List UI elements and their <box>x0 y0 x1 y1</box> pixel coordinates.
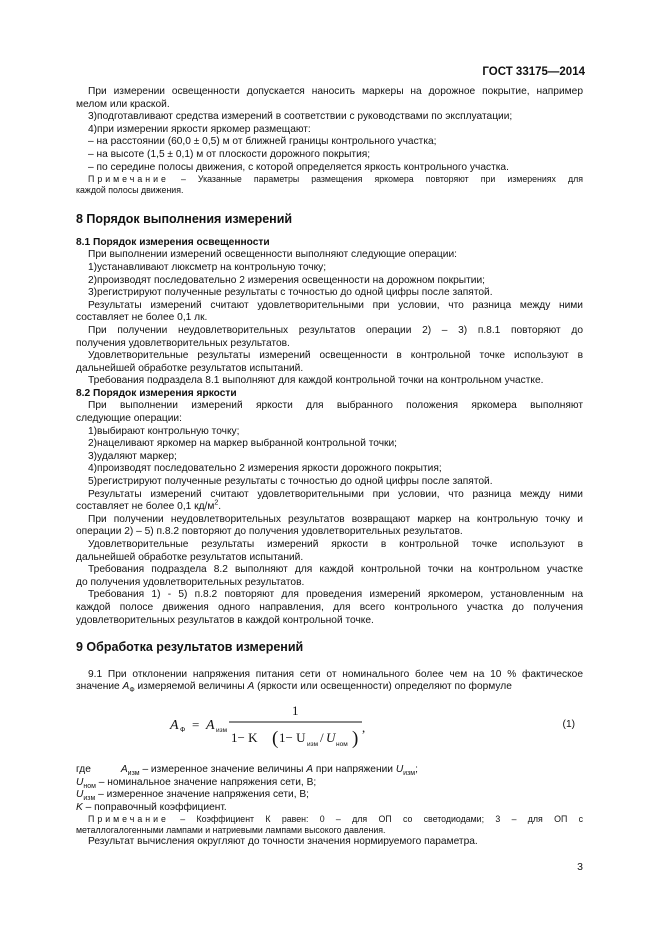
text: при напряжении <box>313 763 396 775</box>
page-number: 3 <box>577 861 583 873</box>
definition <box>76 777 583 790</box>
paragraph: мелом или краской. <box>76 98 170 110</box>
paragraph: удовлетворительных результатов в каждой контрольной точке. <box>76 614 374 626</box>
definition <box>76 789 583 802</box>
definition <box>76 764 583 777</box>
section-heading: 9 Обработка результатов измерений <box>76 640 304 655</box>
list-item: 4)при измерении яркости яркомер размещают: <box>88 123 311 135</box>
formula-rhs-sub: изм <box>216 726 228 734</box>
paragraph: следующие операции: <box>76 413 182 425</box>
list-item: 2)нацеливают яркомер на маркер выбранной контрольной точки; <box>88 438 398 450</box>
subsection-heading: 8.1 Порядок измерения освещенности <box>76 236 270 248</box>
subsection-heading: 8.2 Порядок измерения яркости <box>76 387 237 399</box>
paragraph: операции 2) – 5) п.8.2 повторяют до получения удовлетворительных результатов. <box>76 526 463 538</box>
paragraph <box>76 501 583 514</box>
section-heading: 8 Порядок выполнения измерений <box>76 212 293 227</box>
formula-den-a: 1− K <box>231 729 258 745</box>
text: измеряемой величины <box>134 681 248 693</box>
text: значение <box>76 681 123 693</box>
paragraph: 9.1 При отклонении напряжения питания сети от номинального более чем на 10 % фактическое <box>88 668 583 680</box>
formula-tail: , <box>362 719 366 735</box>
list-item: 1)выбирают контрольную точку; <box>88 425 240 437</box>
symbol: U <box>76 789 84 801</box>
paragraph: Требования 1) - 5) п.8.2 повторяют для проведения измерений яркомером, установленным на <box>88 589 583 601</box>
note-label: Примечание <box>88 174 169 185</box>
note-text: – Указанные параметры размещения яркомера повторяют при измерениях для <box>180 174 583 185</box>
paragraph: Результат вычисления округляют до точности значения нормируемого параметра. <box>88 836 478 848</box>
paragraph: При получении неудовлетворительных результатов возвращают маркер на контрольную точку и <box>88 513 583 525</box>
formula-lhs-sub: Ф <box>180 726 186 734</box>
paren-open: ( <box>272 727 279 749</box>
subscript: изм <box>127 769 140 777</box>
text: ; <box>415 763 418 775</box>
symbol: U <box>76 776 84 788</box>
text: – номинальное значение напряжения сети, В; <box>95 776 317 788</box>
list-item: – на расстоянии (60,0 ± 0,5) м от ближней границы контрольного участка; <box>88 136 437 148</box>
formula-rhs: A <box>206 717 215 733</box>
paragraph: При измерении освещенности допускается наносить маркеры на дорожное покрытие, например <box>88 86 583 97</box>
paragraph: каждой полосе движения одного направления, для всего контрольного участка до получения <box>76 601 583 613</box>
definition <box>76 802 583 815</box>
note: металлогалогенными лампами и натриевыми лампами высокого давления. <box>76 825 386 836</box>
note <box>76 174 583 185</box>
paragraph: Удовлетворительные результаты измерений освещенности в контрольной точке используют в <box>88 350 583 362</box>
text: (яркости или освещенности) определяют по формуле <box>254 681 512 693</box>
note: каждой полосы движения. <box>76 185 184 196</box>
subscript: Ф <box>129 687 135 695</box>
document-code: ГОСТ 33175—2014 <box>482 66 585 78</box>
paragraph: При выполнении измерений освещенности выполняют следующие операции: <box>88 249 457 261</box>
formula-den-b: 1− U <box>279 729 306 745</box>
paren-close: ) <box>352 727 359 749</box>
note-label: Примечание <box>88 814 169 825</box>
formula-den-slash: / <box>320 729 324 745</box>
symbol: A <box>247 681 255 693</box>
text: – измеренное значение величины <box>139 763 307 775</box>
list-item: 3)подготавливают средства измерений в соответствии с руководствами по эксплуатации; <box>88 111 513 123</box>
list-item: 5)регистрируют полученные результаты с точностью до одной цифры после запятой. <box>88 476 493 488</box>
list-item: – на высоте (1,5 ± 0,1) м от плоскости дорожного покрытия; <box>88 148 371 160</box>
paragraph: дальнейшей обработке результатов испытаний. <box>76 362 304 374</box>
where-word: где <box>76 763 91 775</box>
paragraph: Удовлетворительные результаты измерений яркости в контрольной точке используют в <box>88 539 583 550</box>
paragraph: При выполнении измерений яркости для выбранного положения яркомера выполняют <box>88 400 583 412</box>
note <box>76 814 583 825</box>
formula-graphic <box>76 696 496 752</box>
formula-den-c: U <box>326 729 336 745</box>
note-text: – Коэффициент К равен: 0 – для ОП со светодиодами; 3 – для ОП с <box>180 814 583 825</box>
list-item: 4)производят последовательно 2 измерения яркости дорожного покрытия; <box>88 463 442 475</box>
symbol: A <box>306 763 314 775</box>
paragraph: Результаты измерений считают удовлетворительными при условии, что разница между ними <box>88 299 583 311</box>
text: – поправочный коэффициент. <box>82 801 227 813</box>
formula-numerator: 1 <box>292 702 299 718</box>
text: составляет не более 0,1 кд/м <box>76 501 215 513</box>
list-item: 3)удаляют маркер; <box>88 450 177 462</box>
subscript: ном <box>83 782 96 790</box>
paragraph: Требования подраздела 8.1 выполняют для каждой контрольной точки на контрольном участке. <box>88 375 544 387</box>
subscript: изм <box>83 795 96 803</box>
symbol: A <box>120 763 128 775</box>
paragraph: При получении неудовлетворительных результатов операции 2) – 3) п.8.1 повторяют до <box>88 324 583 336</box>
formula-eq: = <box>192 716 200 732</box>
formula-lhs: A <box>170 717 179 733</box>
list-item: 3)регистрируют полученные результаты с точностью до одной цифры после запятой. <box>88 287 493 299</box>
formula-den-b-sub: изм <box>307 740 319 748</box>
paragraph: Требования подраздела 8.2 выполняют для каждой контрольной точки на контрольном участке <box>88 564 583 576</box>
list-item: 2)производят последовательно 2 измерения освещенности на дорожном покрытии; <box>88 274 486 286</box>
text: . <box>218 501 222 513</box>
list-item: – по середине полосы движения, с которой определяется яркость контрольного участка. <box>88 161 509 173</box>
paragraph <box>76 681 583 694</box>
formula-den-c-sub: ном <box>336 740 348 748</box>
text: – измеренное значение напряжения сети, В; <box>95 789 310 801</box>
subscript: изм <box>403 769 416 777</box>
symbol: A <box>122 681 130 693</box>
paragraph: Результаты измерений считают удовлетворительными при условии, что разница между ними <box>88 488 583 500</box>
symbol: K <box>76 801 83 813</box>
paragraph: дальнейшей обработке результатов испытаний. <box>76 551 304 563</box>
superscript: 2 <box>214 499 219 507</box>
paragraph: составляет не более 0,1 лк. <box>76 312 208 324</box>
formula-1 <box>76 696 583 752</box>
page-body <box>76 86 583 849</box>
list-item: 1)устанавливают люксметр на контрольную точку; <box>88 261 327 273</box>
formula-number: (1) <box>562 718 575 730</box>
paragraph: до получения удовлетворительных результатов. <box>76 576 305 588</box>
symbol: U <box>395 763 404 775</box>
paragraph: получения удовлетворительных результатов. <box>76 337 290 349</box>
